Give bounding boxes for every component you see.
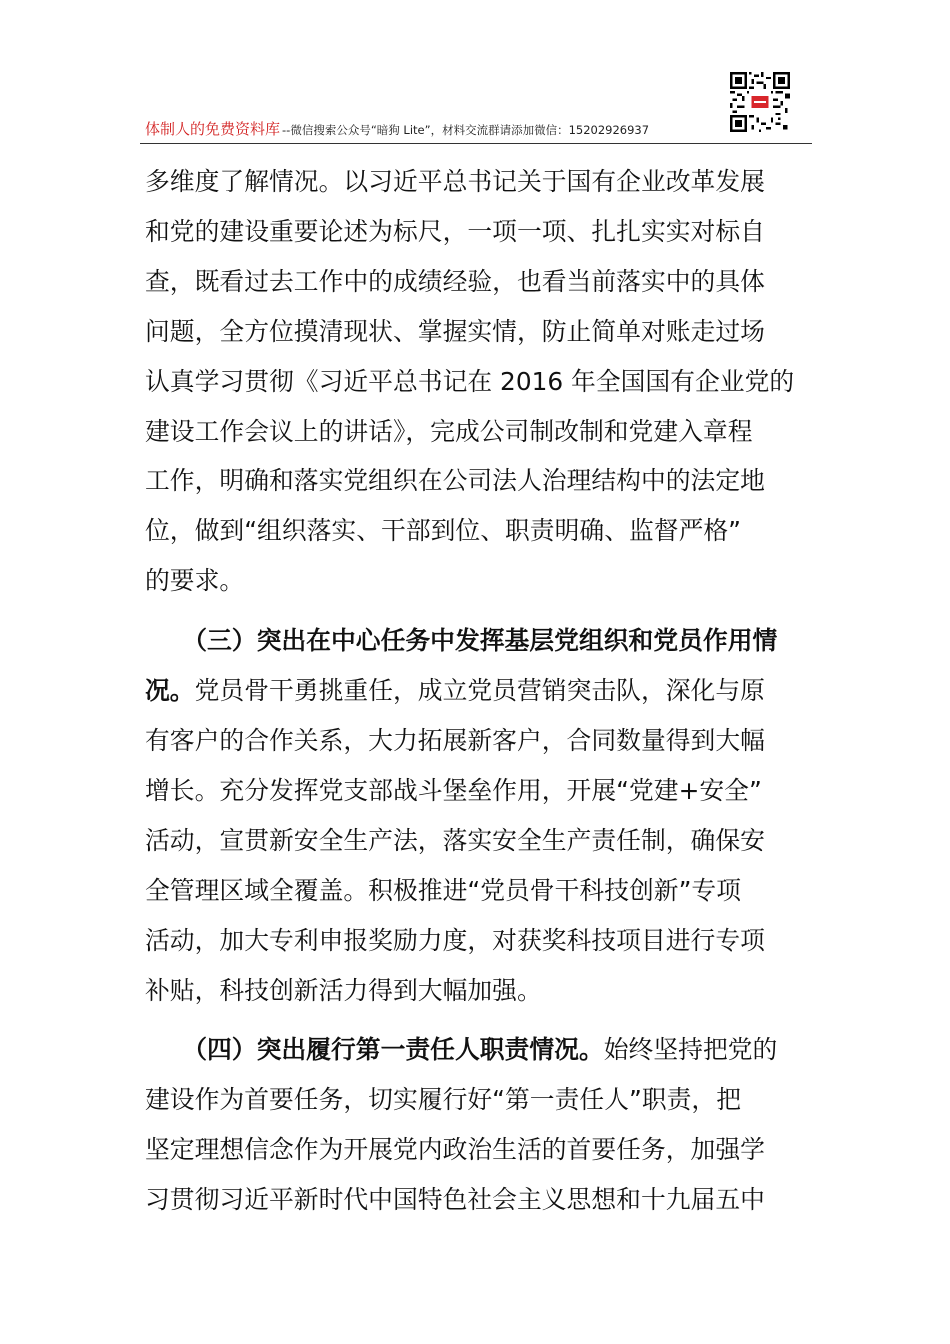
text-line: 增长。充分发挥党支部战斗堡垒作用，开展“党建+安全” xyxy=(145,775,762,805)
text-line: 的要求。 xyxy=(145,566,245,596)
text-line: 认真学习贯彻《习近平总书记在 2016 年全国国有企业党的 xyxy=(145,366,795,396)
text-line: 多维度了解情况。以习近平总书记关于国有企业改革发展 xyxy=(145,167,765,196)
page-header xyxy=(145,118,805,144)
section-three-heading: （三）突出在中心任务中发挥基层党组织和党员作用情 xyxy=(182,626,778,656)
document-body xyxy=(145,157,813,1225)
text-line: 工作，明确和落实党组织在公司法人治理结构中的法定地 xyxy=(145,466,765,496)
header-brand: 体制人的免费资料库 xyxy=(145,120,281,138)
text-line: 坚定理想信念作为开展党内政治生活的首要任务，加强学 xyxy=(145,1135,765,1165)
header-divider xyxy=(140,143,812,144)
qr-code-icon xyxy=(730,72,790,132)
text-line: 建设工作会议上的讲话》，完成公司制改制和党建入章程 xyxy=(145,416,753,446)
text-line: 补贴，科技创新活力得到大幅加强。 xyxy=(145,975,542,1005)
section-four-heading: （四）突出履行第一责任人职责情况。 xyxy=(182,1035,604,1065)
text-line: 问题，全方位摸清现状、掌握实情，防止简单对账走过场 xyxy=(145,316,765,346)
text-line: 习贯彻习近平新时代中国特色社会主义思想和十九届五中 xyxy=(145,1185,765,1215)
text-line: 和党的建设重要论述为标尺，一项一项、扎扎实实对标自 xyxy=(145,216,765,246)
paragraph-continuation xyxy=(145,157,813,606)
text-line: 位，做到“组织落实、干部到位、职责明确、监督严格” xyxy=(145,516,742,546)
text-line: 查，既看过去工作中的成绩经验，也看当前落实中的具体 xyxy=(145,266,765,296)
text-line: 建设作为首要任务，切实履行好“第一责任人”职责，把 xyxy=(145,1085,742,1115)
text-line: 活动，宣贯新安全生产法，落实安全生产责任制，确保安 xyxy=(145,825,765,855)
paragraph-section-three xyxy=(145,616,813,1015)
text-line: 全管理区域全覆盖。积极推进“党员骨干科技创新”专项 xyxy=(145,875,742,905)
header-note: --微信搜索公众号“暗狗 Lite”，材料交流群请添加微信：15202926937 xyxy=(282,123,650,137)
paragraph-section-four xyxy=(145,1025,813,1225)
text-line: 有客户的合作关系，大力拓展新客户，合同数量得到大幅 xyxy=(145,725,765,755)
text-line: 始终坚持把党的 xyxy=(603,1035,778,1065)
text-line: 党员骨干勇挑重任，成立党员营销突击队，深化与原 xyxy=(194,676,765,706)
section-three-heading-end: 况。 xyxy=(145,676,195,706)
text-line: 活动，加大专利申报奖励力度，对获奖科技项目进行专项 xyxy=(145,925,765,955)
